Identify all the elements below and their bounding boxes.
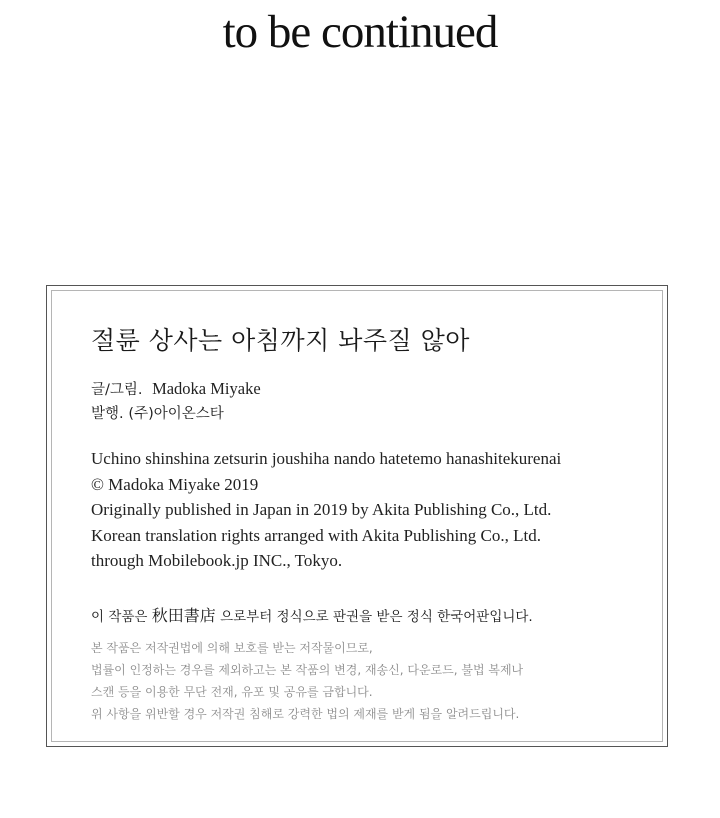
warning-line: 법률이 인정하는 경우를 제외하고는 본 작품의 변경, 재송신, 다운로드, 불법 복제나 — [91, 663, 524, 677]
to-be-continued-heading: to be continued — [222, 6, 498, 58]
rights-block — [91, 446, 561, 574]
credit-publisher-value: (주)아이온스타 — [128, 406, 224, 422]
colophon-inner-border — [51, 290, 663, 742]
warning-line: 본 작품은 저작권법에 의해 보호를 받는 저작물이므로, — [91, 641, 373, 655]
credit-publisher-label: 발행. — [91, 406, 124, 422]
warning-line: 스캔 등을 이용한 무단 전재, 유포 및 공유를 금합니다. — [91, 685, 373, 699]
notice-prefix: 이 작품은 — [91, 609, 148, 625]
credits-block — [91, 377, 261, 426]
credit-author — [91, 377, 261, 402]
notice-publisher: 秋田書店 — [151, 606, 216, 625]
rights-line: © Madoka Miyake 2019 — [91, 474, 259, 494]
copyright-warning — [91, 637, 523, 725]
official-edition-notice — [91, 603, 533, 626]
rights-line: Uchino shinshina zetsurin joushiha nando hatetemo hanashitekurenai — [91, 449, 562, 468]
notice-suffix: 으로부터 정식으로 판권을 받은 정식 한국어판입니다. — [220, 609, 533, 625]
credit-author-value: Madoka Miyake — [152, 379, 261, 398]
colophon-box — [46, 285, 668, 747]
credit-author-label: 글/그림. — [91, 382, 143, 398]
work-title: 절륜 상사는 아침까지 놔주질 않아 — [91, 326, 470, 355]
rights-line: Korean translation rights arranged with Akita Publishing Co., Ltd. — [91, 525, 541, 545]
credit-publisher — [91, 402, 261, 426]
warning-line: 위 사항을 위반할 경우 저작권 침해로 강력한 법의 제재를 받게 됨을 알려드립니다. — [91, 707, 520, 721]
rights-line: Originally published in Japan in 2019 by Akita Publishing Co., Ltd. — [91, 500, 552, 519]
rights-line: through Mobilebook.jp INC., Tokyo. — [91, 551, 343, 570]
